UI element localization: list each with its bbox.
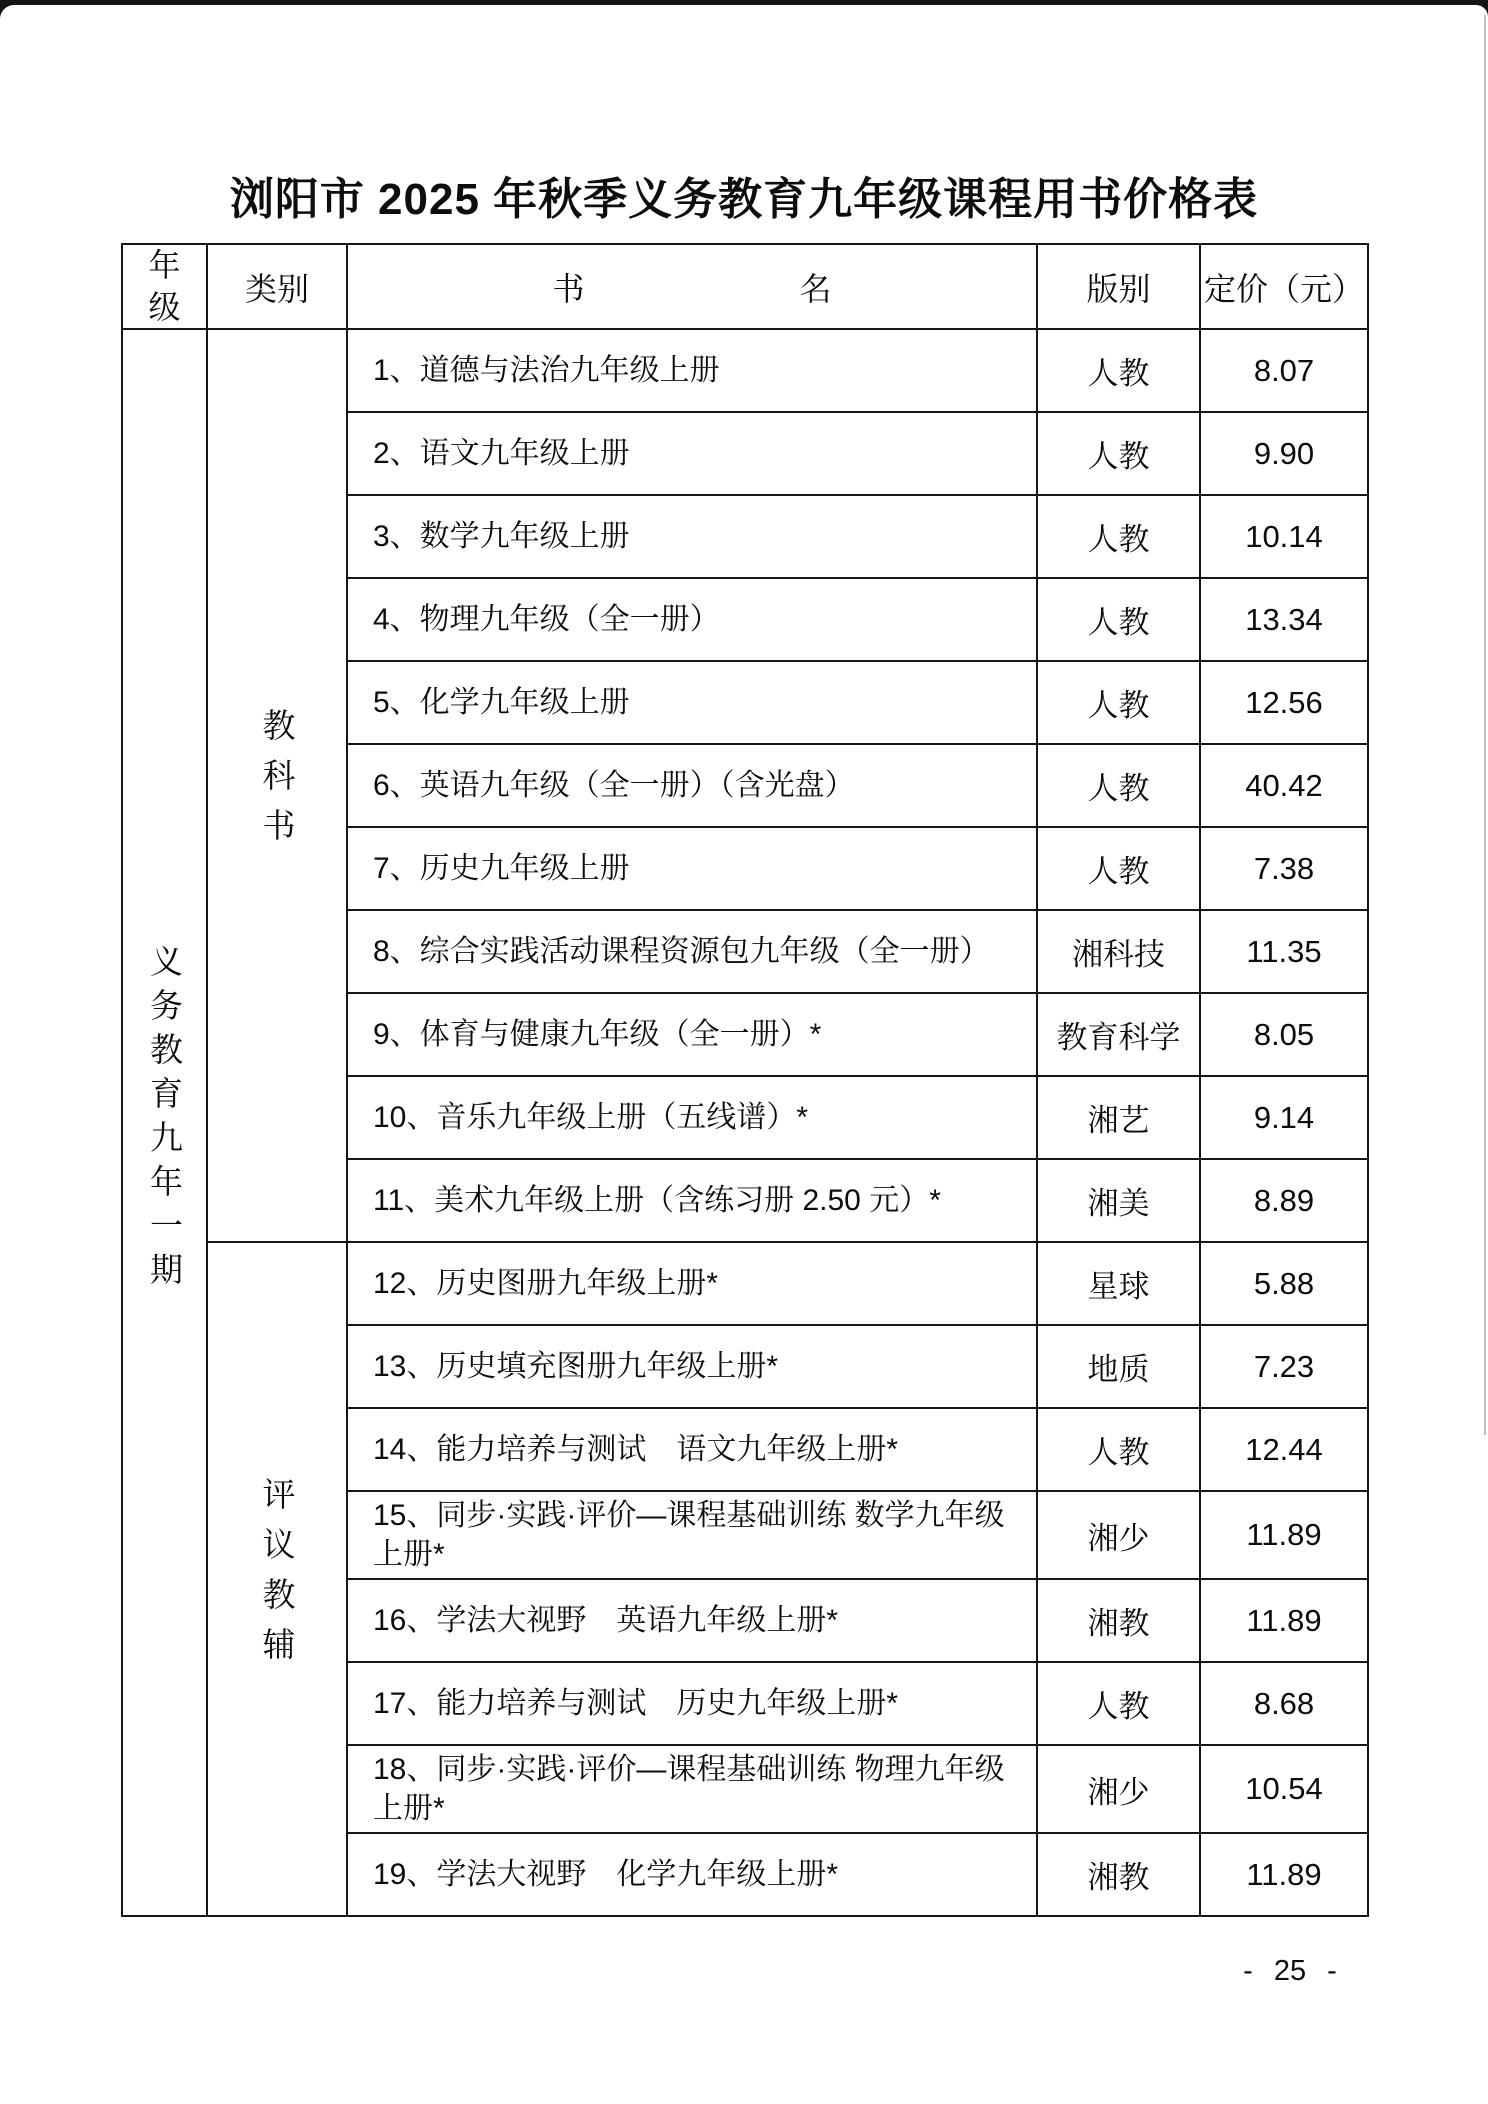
book-name-cell: 12、历史图册九年级上册* (347, 1242, 1037, 1325)
price-cell: 12.44 (1200, 1408, 1368, 1491)
header-book-name-left: 书 (552, 270, 585, 307)
price-cell: 12.56 (1200, 661, 1368, 744)
book-name-cell: 18、同步·实践·评价—课程基础训练 物理九年级上册* (347, 1745, 1037, 1833)
book-name-cell: 4、物理九年级（全一册） (347, 578, 1037, 661)
category-vertical-label: 评议教辅 (258, 1476, 296, 1677)
book-name-cell: 13、历史填充图册九年级上册* (347, 1325, 1037, 1408)
header-edition: 版别 (1037, 244, 1200, 329)
header-grade: 年级 (122, 244, 207, 329)
header-row (122, 244, 1368, 329)
grade-cell (122, 329, 207, 1916)
header-book-name-right: 名 (799, 270, 832, 307)
price-cell: 8.68 (1200, 1662, 1368, 1745)
edition-cell: 人教 (1037, 495, 1200, 578)
header-price: 定价（元） (1200, 244, 1368, 329)
edition-cell: 人教 (1037, 661, 1200, 744)
price-cell: 11.89 (1200, 1833, 1368, 1916)
category-vertical-label: 教科书 (258, 708, 296, 859)
edition-cell: 地质 (1037, 1325, 1200, 1408)
scan-right-edge (1484, 15, 1486, 1435)
book-name-cell: 9、体育与健康九年级（全一册）* (347, 993, 1037, 1076)
edition-cell: 湘教 (1037, 1579, 1200, 1662)
price-cell: 8.89 (1200, 1159, 1368, 1242)
book-name-cell: 10、音乐九年级上册（五线谱）* (347, 1076, 1037, 1159)
book-name-cell: 11、美术九年级上册（含练习册 2.50 元）* (347, 1159, 1037, 1242)
book-name-cell: 1、道德与法治九年级上册 (347, 329, 1037, 412)
price-cell: 11.35 (1200, 910, 1368, 993)
edition-cell: 人教 (1037, 827, 1200, 910)
edition-cell: 湘科技 (1037, 910, 1200, 993)
book-name-cell: 8、综合实践活动课程资源包九年级（全一册） (347, 910, 1037, 993)
price-cell: 7.23 (1200, 1325, 1368, 1408)
price-cell: 11.89 (1200, 1579, 1368, 1662)
page-number: - 25 - (1243, 1955, 1337, 1987)
edition-cell: 星球 (1037, 1242, 1200, 1325)
edition-cell: 人教 (1037, 578, 1200, 661)
book-name-cell: 17、能力培养与测试 历史九年级上册* (347, 1662, 1037, 1745)
table-row (122, 329, 1368, 412)
book-name-cell: 19、学法大视野 化学九年级上册* (347, 1833, 1037, 1916)
edition-cell: 人教 (1037, 744, 1200, 827)
price-cell: 9.14 (1200, 1076, 1368, 1159)
grade-vertical-label: 义务教育九年一期 (146, 944, 183, 1297)
price-cell: 13.34 (1200, 578, 1368, 661)
book-name-cell: 3、数学九年级上册 (347, 495, 1037, 578)
edition-cell: 湘艺 (1037, 1076, 1200, 1159)
book-name-cell: 16、学法大视野 英语九年级上册* (347, 1579, 1037, 1662)
price-cell: 40.42 (1200, 744, 1368, 827)
edition-cell: 人教 (1037, 329, 1200, 412)
price-cell: 11.89 (1200, 1491, 1368, 1579)
header-category: 类别 (207, 244, 347, 329)
table-row (122, 1242, 1368, 1325)
category-cell-supplementary (207, 1242, 347, 1916)
book-name-cell: 15、同步·实践·评价—课程基础训练 数学九年级上册* (347, 1491, 1037, 1579)
edition-cell: 湘少 (1037, 1745, 1200, 1833)
price-table (121, 243, 1369, 1917)
edition-cell: 湘教 (1037, 1833, 1200, 1916)
edition-cell: 湘美 (1037, 1159, 1200, 1242)
price-cell: 9.90 (1200, 412, 1368, 495)
edition-cell: 教育科学 (1037, 993, 1200, 1076)
book-name-cell: 7、历史九年级上册 (347, 827, 1037, 910)
price-cell: 7.38 (1200, 827, 1368, 910)
edition-cell: 人教 (1037, 1662, 1200, 1745)
category-cell-textbook (207, 329, 347, 1242)
price-cell: 8.07 (1200, 329, 1368, 412)
price-cell: 5.88 (1200, 1242, 1368, 1325)
edition-cell: 人教 (1037, 412, 1200, 495)
edition-cell: 人教 (1037, 1408, 1200, 1491)
header-book-name (347, 244, 1037, 329)
price-cell: 8.05 (1200, 993, 1368, 1076)
page-title: 浏阳市 2025 年秋季义务教育九年级课程用书价格表 (229, 175, 1259, 224)
book-name-cell: 5、化学九年级上册 (347, 661, 1037, 744)
book-name-cell: 6、英语九年级（全一册）（含光盘） (347, 744, 1037, 827)
price-cell: 10.14 (1200, 495, 1368, 578)
book-name-cell: 14、能力培养与测试 语文九年级上册* (347, 1408, 1037, 1491)
document-page (0, 5, 1488, 2104)
price-cell: 10.54 (1200, 1745, 1368, 1833)
book-name-cell: 2、语文九年级上册 (347, 412, 1037, 495)
edition-cell: 湘少 (1037, 1491, 1200, 1579)
